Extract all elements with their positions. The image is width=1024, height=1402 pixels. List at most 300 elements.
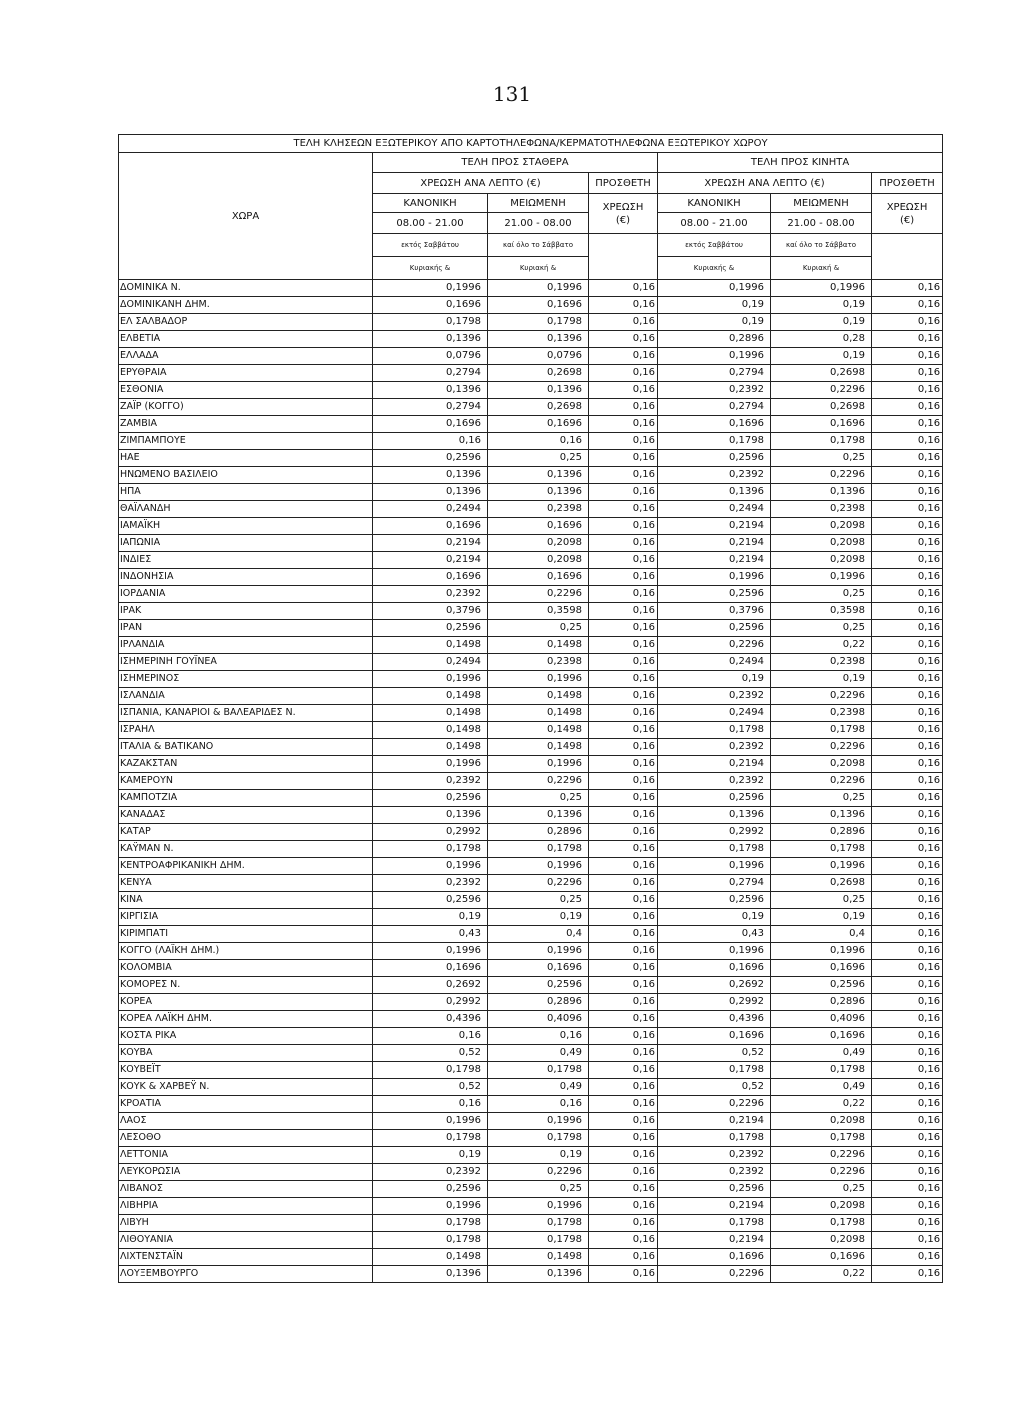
mobile-normal-cell: 0,2596: [658, 1181, 771, 1198]
fixed-normal-cell: 0,2596: [373, 1181, 488, 1198]
mobile-reduced-cell: 0,25: [771, 450, 872, 467]
mobile-surcharge-cell: 0,16: [872, 348, 943, 365]
country-cell: ΚΟΓΓΟ (ΛΑΪΚΗ ΔΗΜ.): [119, 943, 373, 960]
table-row: [119, 484, 943, 501]
mobile-normal-cell: 0,1696: [658, 416, 771, 433]
fixed-reduced-cell: 0,2698: [488, 365, 589, 382]
country-cell: ΙΣΡΑΗΛ: [119, 722, 373, 739]
fixed-surcharge-cell: 0,16: [589, 637, 658, 654]
mobile-reduced-cell: 0,1696: [771, 1249, 872, 1266]
mobile-reduced-cell: 0,22: [771, 1266, 872, 1283]
fixed-normal-cell: 0,1396: [373, 331, 488, 348]
fixed-surcharge-cell: 0,16: [589, 433, 658, 450]
mobile-normal-cell: 0,1696: [658, 1028, 771, 1045]
mobile-reduced-cell: 0,2098: [771, 518, 872, 535]
fixed-surcharge-cell: 0,16: [589, 807, 658, 824]
fixed-surcharge-cell: 0,16: [589, 892, 658, 909]
mobile-surcharge-cell: 0,16: [872, 1215, 943, 1232]
country-column-header: ΧΩΡΑ: [119, 153, 373, 280]
fixed-normal-cell: 0,2392: [373, 773, 488, 790]
table-row: [119, 620, 943, 637]
country-cell: ΗΑΕ: [119, 450, 373, 467]
fixed-reduced-cell: 0,1396: [488, 467, 589, 484]
fixed-surcharge-cell: 0,16: [589, 365, 658, 382]
mobile-surcharge-cell: 0,16: [872, 960, 943, 977]
mobile-reduced-note1: καί όλο το Σάββατο: [771, 234, 872, 257]
table-row: [119, 892, 943, 909]
mobile-surcharge-cell: 0,16: [872, 892, 943, 909]
fixed-reduced-cell: 0,2296: [488, 773, 589, 790]
table-row: [119, 1096, 943, 1113]
fixed-normal-cell: 0,1396: [373, 1266, 488, 1283]
country-cell: ΙΣΗΜΕΡΙΝΗ ΓΟΥΪΝΕΑ: [119, 654, 373, 671]
mobile-reduced-cell: 0,25: [771, 892, 872, 909]
mobile-normal-cell: 0,2392: [658, 467, 771, 484]
mobile-surcharge-cell: 0,16: [872, 722, 943, 739]
fixed-surcharge-blank: [589, 234, 658, 280]
mobile-surcharge-header: [872, 194, 943, 234]
fixed-reduced-cell: 0,25: [488, 1181, 589, 1198]
table-row: [119, 722, 943, 739]
fixed-reduced-cell: 0,49: [488, 1045, 589, 1062]
table-row: [119, 501, 943, 518]
country-cell: ΕΣΘΟΝΙΑ: [119, 382, 373, 399]
mobile-reduced-cell: 0,25: [771, 1181, 872, 1198]
mobile-reduced-cell: 0,2296: [771, 1164, 872, 1181]
mobile-surcharge-cell: 0,16: [872, 705, 943, 722]
mobile-reduced-cell: 0,2398: [771, 501, 872, 518]
fixed-reduced-cell: 0,19: [488, 1147, 589, 1164]
country-cell: ΙΑΠΩΝΙΑ: [119, 535, 373, 552]
fixed-normal-cell: 0,2494: [373, 501, 488, 518]
fixed-normal-cell: 0,1798: [373, 1062, 488, 1079]
mobile-reduced-cell: 0,2296: [771, 382, 872, 399]
mobile-normal-cell: 0,2392: [658, 382, 771, 399]
table-row: [119, 552, 943, 569]
table-row: [119, 1011, 943, 1028]
table-row: [119, 569, 943, 586]
mobile-surcharge-cell: 0,16: [872, 841, 943, 858]
mobile-reduced-cell: 0,2296: [771, 1147, 872, 1164]
mobile-normal-cell: 0,19: [658, 297, 771, 314]
mobile-surcharge-cell: 0,16: [872, 790, 943, 807]
table-row: [119, 348, 943, 365]
mobile-reduced-cell: 0,19: [771, 671, 872, 688]
mobile-surcharge-cell: 0,16: [872, 1147, 943, 1164]
fixed-reduced-cell: 0,1996: [488, 1198, 589, 1215]
mobile-surcharge-cell: 0,16: [872, 824, 943, 841]
mobile-surcharge-cell: 0,16: [872, 365, 943, 382]
fixed-normal-cell: 0,1696: [373, 518, 488, 535]
mobile-surcharge-cell: 0,16: [872, 926, 943, 943]
mobile-surcharge-cell: 0,16: [872, 1028, 943, 1045]
mobile-reduced-cell: 0,49: [771, 1079, 872, 1096]
table-row: [119, 1045, 943, 1062]
fixed-surcharge-cell: 0,16: [589, 518, 658, 535]
table-row: [119, 790, 943, 807]
mobile-reduced-cell: 0,19: [771, 314, 872, 331]
fixed-reduced-cell: 0,1798: [488, 1232, 589, 1249]
fixed-reduced-cell: 0,1798: [488, 841, 589, 858]
country-cell: ΛΕΥΚΟΡΩΣΙΑ: [119, 1164, 373, 1181]
fixed-normal-cell: 0,0796: [373, 348, 488, 365]
mobile-surcharge-cell: 0,16: [872, 603, 943, 620]
rates-table: [118, 134, 943, 1283]
mobile-surcharge-cell: 0,16: [872, 1198, 943, 1215]
mobile-surcharge-cell: 0,16: [872, 314, 943, 331]
table-row: [119, 756, 943, 773]
fixed-normal-cell: 0,1996: [373, 1198, 488, 1215]
mobile-surcharge-cell: 0,16: [872, 620, 943, 637]
mobile-reduced-cell: 0,2296: [771, 739, 872, 756]
fixed-reduced-cell: 0,2296: [488, 875, 589, 892]
fixed-reduced-cell: 0,49: [488, 1079, 589, 1096]
fixed-normal-hours: 08.00 - 21.00: [373, 213, 488, 234]
fixed-surcharge-cell: 0,16: [589, 1113, 658, 1130]
mobile-normal-cell: 0,2794: [658, 399, 771, 416]
mobile-normal-cell: 0,1996: [658, 569, 771, 586]
mobile-normal-cell: 0,2194: [658, 535, 771, 552]
country-cell: ΚΟΥΚ & ΧΑΡΒΕΫ Ν.: [119, 1079, 373, 1096]
fixed-reduced-cell: 0,2896: [488, 994, 589, 1011]
table-row: [119, 1215, 943, 1232]
fixed-surcharge-unit: (€): [615, 214, 631, 226]
table-row: [119, 416, 943, 433]
mobile-normal-cell: 0,2992: [658, 824, 771, 841]
fixed-normal-cell: 0,3796: [373, 603, 488, 620]
fixed-reduced-cell: 0,19: [488, 909, 589, 926]
mobile-normal-cell: 0,2194: [658, 1232, 771, 1249]
country-cell: ΙΝΔΙΕΣ: [119, 552, 373, 569]
mobile-normal-cell: 0,1996: [658, 348, 771, 365]
mobile-reduced-cell: 0,25: [771, 790, 872, 807]
mobile-normal-cell: 0,2392: [658, 1147, 771, 1164]
country-cell: ΛΑΟΣ: [119, 1113, 373, 1130]
mobile-normal-cell: 0,2596: [658, 620, 771, 637]
country-cell: ΚΟΡΕΑ ΛΑΪΚΗ ΔΗΜ.: [119, 1011, 373, 1028]
fixed-surcharge-cell: 0,16: [589, 1215, 658, 1232]
table-row: [119, 1079, 943, 1096]
fixed-reduced-cell: 0,1696: [488, 518, 589, 535]
mobile-normal-cell: 0,1396: [658, 484, 771, 501]
mobile-surcharge-cell: 0,16: [872, 654, 943, 671]
fixed-reduced-cell: 0,1396: [488, 382, 589, 399]
fixed-surcharge-cell: 0,16: [589, 416, 658, 433]
fixed-normal-cell: 0,1696: [373, 416, 488, 433]
mobile-surcharge-cell: 0,16: [872, 1181, 943, 1198]
fixed-normal-cell: 0,1498: [373, 722, 488, 739]
country-cell: ΘΑΪΛΑΝΔΗ: [119, 501, 373, 518]
mobile-reduced-cell: 0,2698: [771, 365, 872, 382]
fixed-surcharge-cell: 0,16: [589, 1130, 658, 1147]
fixed-normal-note1: εκτός Σαββάτου: [373, 234, 488, 257]
fixed-normal-cell: 0,2992: [373, 994, 488, 1011]
fixed-reduced-cell: 0,25: [488, 450, 589, 467]
mobile-surcharge-unit: (€): [899, 214, 915, 226]
country-cell: ΙΣΛΑΝΔΙΑ: [119, 688, 373, 705]
table-row: [119, 280, 943, 297]
fixed-reduced-cell: 0,25: [488, 790, 589, 807]
mobile-reduced-note2: Κυριακή &: [771, 257, 872, 280]
table-row: [119, 739, 943, 756]
mobile-surcharge-cell: 0,16: [872, 518, 943, 535]
table-row: [119, 688, 943, 705]
fixed-reduced-cell: 0,1396: [488, 484, 589, 501]
country-cell: ΛΙΒΥΗ: [119, 1215, 373, 1232]
mobile-surcharge-cell: 0,16: [872, 1130, 943, 1147]
mobile-normal-cell: 0,2392: [658, 739, 771, 756]
mobile-normal-cell: 0,19: [658, 671, 771, 688]
country-cell: ΚΑΝΑΔΑΣ: [119, 807, 373, 824]
country-cell: ΕΛ ΣΑΛΒΑΔΟΡ: [119, 314, 373, 331]
mobile-surcharge-cell: 0,16: [872, 739, 943, 756]
mobile-normal-cell: 0,2296: [658, 1266, 771, 1283]
table-row: [119, 297, 943, 314]
fixed-normal-cell: 0,1798: [373, 1130, 488, 1147]
country-cell: ΛΕΤΤΟΝΙΑ: [119, 1147, 373, 1164]
fixed-surcharge-cell: 0,16: [589, 1011, 658, 1028]
fixed-normal-cell: 0,4396: [373, 1011, 488, 1028]
fixed-reduced-cell: 0,1996: [488, 858, 589, 875]
table-row: [119, 926, 943, 943]
fixed-normal-cell: 0,16: [373, 1096, 488, 1113]
fixed-surcharge-cell: 0,16: [589, 824, 658, 841]
mobile-normal-cell: 0,2794: [658, 365, 771, 382]
mobile-reduced-cell: 0,22: [771, 1096, 872, 1113]
fixed-normal-cell: 0,1696: [373, 960, 488, 977]
country-cell: ΙΟΡΔΑΝΙΑ: [119, 586, 373, 603]
mobile-surcharge-cell: 0,16: [872, 586, 943, 603]
table-row: [119, 977, 943, 994]
table-row: [119, 705, 943, 722]
fixed-reduced-cell: 0,1696: [488, 569, 589, 586]
table-row: [119, 433, 943, 450]
fixed-normal-cell: 0,2194: [373, 552, 488, 569]
fixed-reduced-cell: 0,1696: [488, 416, 589, 433]
fixed-surcharge-cell: 0,16: [589, 773, 658, 790]
fixed-reduced-cell: 0,16: [488, 1096, 589, 1113]
page-number: 131: [492, 82, 532, 106]
fixed-reduced-cell: 0,1996: [488, 943, 589, 960]
table-row: [119, 654, 943, 671]
fixed-surcharge-cell: 0,16: [589, 722, 658, 739]
fixed-normal-cell: 0,1996: [373, 671, 488, 688]
mobile-normal-cell: 0,2596: [658, 586, 771, 603]
fixed-surcharge-cell: 0,16: [589, 994, 658, 1011]
mobile-surcharge-cell: 0,16: [872, 1164, 943, 1181]
mobile-reduced-cell: 0,22: [771, 637, 872, 654]
fixed-normal-cell: 0,16: [373, 433, 488, 450]
mobile-surcharge-cell: 0,16: [872, 773, 943, 790]
mobile-normal-cell: 0,1798: [658, 1062, 771, 1079]
mobile-reduced-cell: 0,1798: [771, 722, 872, 739]
fixed-normal-cell: 0,2596: [373, 892, 488, 909]
fixed-reduced-cell: 0,2398: [488, 501, 589, 518]
country-cell: ΚΕΝΥΑ: [119, 875, 373, 892]
country-cell: ΙΣΠΑΝΙΑ, ΚΑΝΑΡΙΟΙ & ΒΑΛΕΑΡΙΔΕΣ Ν.: [119, 705, 373, 722]
mobile-normal-cell: 0,2392: [658, 688, 771, 705]
table-row: [119, 467, 943, 484]
mobile-surcharge-cell: 0,16: [872, 331, 943, 348]
mobile-surcharge-cell: 0,16: [872, 467, 943, 484]
fixed-surcharge-cell: 0,16: [589, 960, 658, 977]
mobile-normal-cell: 0,52: [658, 1045, 771, 1062]
fixed-reduced-cell: 0,1798: [488, 1215, 589, 1232]
fixed-reduced-cell: 0,0796: [488, 348, 589, 365]
country-cell: ΕΛΛΑΔΑ: [119, 348, 373, 365]
mobile-normal-cell: 0,1798: [658, 722, 771, 739]
mobile-surcharge-cell: 0,16: [872, 994, 943, 1011]
fixed-normal-cell: 0,2596: [373, 790, 488, 807]
mobile-normal-cell: 0,2194: [658, 518, 771, 535]
fixed-reduced-cell: 0,1798: [488, 314, 589, 331]
mobile-normal-header: ΚΑΝΟΝΙΚΗ: [658, 194, 771, 213]
fixed-reduced-header: ΜΕΙΩΜΕΝΗ: [488, 194, 589, 213]
fixed-reduced-cell: 0,4: [488, 926, 589, 943]
table-row: [119, 824, 943, 841]
fixed-normal-cell: 0,1696: [373, 569, 488, 586]
fixed-per-minute-header: ΧΡΕΩΣΗ ΑΝΑ ΛΕΠΤΟ (€): [373, 173, 589, 194]
mobile-normal-cell: 0,4396: [658, 1011, 771, 1028]
fixed-reduced-cell: 0,1498: [488, 739, 589, 756]
fixed-surcharge-cell: 0,16: [589, 552, 658, 569]
fixed-surcharge-header: [589, 194, 658, 234]
mobile-normal-cell: 0,1996: [658, 943, 771, 960]
country-cell: ΚΑΤΑΡ: [119, 824, 373, 841]
fixed-normal-cell: 0,1996: [373, 943, 488, 960]
country-cell: ΚΑΫΜΑΝ Ν.: [119, 841, 373, 858]
mobile-reduced-cell: 0,49: [771, 1045, 872, 1062]
fixed-normal-cell: 0,2194: [373, 535, 488, 552]
table-row: [119, 1164, 943, 1181]
fixed-reduced-cell: 0,2296: [488, 1164, 589, 1181]
fixed-reduced-cell: 0,1498: [488, 722, 589, 739]
mobile-reduced-cell: 0,2098: [771, 1198, 872, 1215]
mobile-surcharge-cell: 0,16: [872, 433, 943, 450]
mobile-surcharge-cell: 0,16: [872, 1096, 943, 1113]
fixed-surcharge-cell: 0,16: [589, 280, 658, 297]
fixed-normal-cell: 0,2392: [373, 586, 488, 603]
mobile-normal-cell: 0,1798: [658, 1130, 771, 1147]
fixed-normal-header: ΚΑΝΟΝΙΚΗ: [373, 194, 488, 213]
mobile-surcharge-header-top: ΠΡΟΣΘΕΤΗ: [872, 173, 943, 194]
mobile-reduced-cell: 0,2896: [771, 824, 872, 841]
mobile-surcharge-cell: 0,16: [872, 535, 943, 552]
fixed-reduced-cell: 0,1696: [488, 960, 589, 977]
mobile-surcharge-cell: 0,16: [872, 909, 943, 926]
country-cell: ΔΟΜΙΝΙΚΑΝΗ ΔΗΜ.: [119, 297, 373, 314]
fixed-surcharge-label: ΧΡΕΩΣΗ: [602, 201, 644, 213]
country-cell: ΙΑΜΑΪΚΗ: [119, 518, 373, 535]
table-row: [119, 586, 943, 603]
country-cell: ΛΙΒΗΡΙΑ: [119, 1198, 373, 1215]
table-row: [119, 858, 943, 875]
mobile-normal-cell: 0,2194: [658, 756, 771, 773]
fixed-surcharge-cell: 0,16: [589, 1096, 658, 1113]
table-row: [119, 1062, 943, 1079]
country-cell: ΚΟΡΕΑ: [119, 994, 373, 1011]
fixed-normal-cell: 0,1396: [373, 382, 488, 399]
fixed-surcharge-cell: 0,16: [589, 535, 658, 552]
fixed-normal-cell: 0,1996: [373, 756, 488, 773]
mobile-reduced-cell: 0,25: [771, 620, 872, 637]
mobile-surcharge-cell: 0,16: [872, 1062, 943, 1079]
table-body: [119, 280, 943, 1283]
table-row: [119, 909, 943, 926]
fixed-surcharge-cell: 0,16: [589, 926, 658, 943]
mobile-reduced-cell: 0,1396: [771, 484, 872, 501]
fixed-surcharge-cell: 0,16: [589, 1062, 658, 1079]
mobile-surcharge-cell: 0,16: [872, 399, 943, 416]
fixed-group-header: ΤΕΛΗ ΠΡΟΣ ΣΤΑΘΕΡΑ: [373, 153, 658, 173]
mobile-surcharge-blank: [872, 234, 943, 280]
fixed-normal-cell: 0,1498: [373, 637, 488, 654]
fixed-normal-cell: 0,2494: [373, 654, 488, 671]
fixed-surcharge-cell: 0,16: [589, 331, 658, 348]
fixed-surcharge-cell: 0,16: [589, 909, 658, 926]
mobile-normal-cell: 0,2392: [658, 773, 771, 790]
mobile-surcharge-cell: 0,16: [872, 280, 943, 297]
fixed-normal-cell: 0,43: [373, 926, 488, 943]
country-cell: ΕΡΥΘΡΑΙΑ: [119, 365, 373, 382]
mobile-reduced-cell: 0,28: [771, 331, 872, 348]
fixed-surcharge-cell: 0,16: [589, 1181, 658, 1198]
mobile-normal-cell: 0,1996: [658, 858, 771, 875]
fixed-reduced-cell: 0,25: [488, 620, 589, 637]
mobile-reduced-cell: 0,1798: [771, 1062, 872, 1079]
mobile-surcharge-cell: 0,16: [872, 297, 943, 314]
mobile-normal-cell: 0,1798: [658, 433, 771, 450]
fixed-reduced-cell: 0,2698: [488, 399, 589, 416]
fixed-reduced-cell: 0,25: [488, 892, 589, 909]
mobile-reduced-cell: 0,2098: [771, 535, 872, 552]
fixed-surcharge-cell: 0,16: [589, 688, 658, 705]
mobile-surcharge-cell: 0,16: [872, 1011, 943, 1028]
mobile-surcharge-cell: 0,16: [872, 688, 943, 705]
table-row: [119, 399, 943, 416]
fixed-normal-note2: Κυριακής &: [373, 257, 488, 280]
country-cell: ΛΙΒΑΝΟΣ: [119, 1181, 373, 1198]
mobile-normal-cell: 0,1696: [658, 960, 771, 977]
mobile-reduced-cell: 0,2296: [771, 467, 872, 484]
mobile-normal-cell: 0,1798: [658, 1215, 771, 1232]
country-cell: ΚΑΖΑΚΣΤΑΝ: [119, 756, 373, 773]
table-row: [119, 1130, 943, 1147]
mobile-surcharge-cell: 0,16: [872, 382, 943, 399]
mobile-normal-cell: 0,2896: [658, 331, 771, 348]
fixed-normal-cell: 0,1696: [373, 297, 488, 314]
mobile-normal-cell: 0,2794: [658, 875, 771, 892]
mobile-reduced-cell: 0,2296: [771, 773, 872, 790]
mobile-surcharge-cell: 0,16: [872, 807, 943, 824]
fixed-normal-cell: 0,1996: [373, 1113, 488, 1130]
table-row: [119, 960, 943, 977]
fixed-surcharge-cell: 0,16: [589, 399, 658, 416]
mobile-reduced-cell: 0,1798: [771, 433, 872, 450]
mobile-reduced-cell: 0,1996: [771, 280, 872, 297]
country-cell: ΚΙΡΓΙΣΙΑ: [119, 909, 373, 926]
fixed-surcharge-cell: 0,16: [589, 739, 658, 756]
fixed-reduced-cell: 0,3598: [488, 603, 589, 620]
mobile-surcharge-cell: 0,16: [872, 1232, 943, 1249]
fixed-normal-cell: 0,52: [373, 1045, 488, 1062]
table-row: [119, 1181, 943, 1198]
fixed-normal-cell: 0,1498: [373, 1249, 488, 1266]
mobile-normal-cell: 0,1396: [658, 807, 771, 824]
fixed-normal-cell: 0,2794: [373, 399, 488, 416]
fixed-reduced-cell: 0,1996: [488, 756, 589, 773]
fixed-surcharge-cell: 0,16: [589, 875, 658, 892]
